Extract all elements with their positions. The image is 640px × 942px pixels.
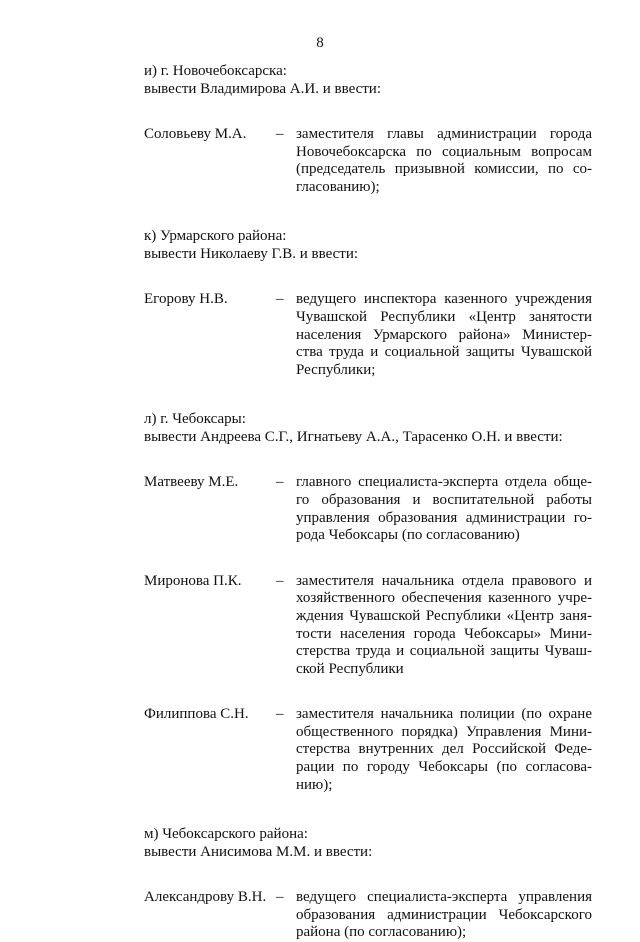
entry-dash: – (276, 474, 284, 491)
position-line: Новочебоксарска по социальным вопросам (296, 143, 592, 160)
entry-dash: – (276, 291, 284, 308)
appointee-entry (144, 706, 592, 794)
position-line: населения Урмарского района» Министер- (296, 326, 592, 343)
section-instruction: вывести Андреева С.Г., Игнатьеву А.А., Тарасенко О.Н. и ввести: (144, 429, 563, 446)
section-heading-k (144, 227, 592, 263)
position-line: стерства труда и социальной защиты Чуваш- (296, 643, 592, 660)
position-line: Чувашской Республики «Центр занятости (296, 308, 592, 325)
position-line: гласованию); (296, 178, 380, 195)
position-line: района (по согласованию); (296, 924, 467, 941)
position-line: стерства внутренних дел Российской Феде- (296, 741, 592, 758)
entry-dash: – (276, 889, 284, 906)
appointee-entry (144, 889, 592, 942)
appointee-name: Матвееву М.Е. (144, 474, 239, 491)
position-line: заместителя главы администрации города (296, 126, 592, 142)
page-number: 8 (316, 35, 324, 51)
appointee-position (296, 291, 592, 379)
section-heading-m (144, 825, 592, 861)
appointee-position (296, 126, 592, 196)
appointee-name: Александрову В.Н. (144, 889, 267, 906)
position-line: образования администрации Чебоксарского (296, 906, 592, 923)
document-body (144, 62, 592, 942)
entry-dash: – (276, 706, 284, 723)
position-line: нию); (296, 776, 333, 793)
position-line: ждения Чувашской Республики «Центр заня- (296, 607, 592, 624)
appointee-entry (144, 474, 592, 544)
position-line: общественного порядка) Управления Мини- (296, 723, 592, 740)
appointee-name: Филиппова С.Н. (144, 706, 249, 723)
appointee-name: Миронова П.К. (144, 572, 242, 589)
appointee-position (296, 889, 592, 942)
position-line: Республики; (296, 361, 376, 378)
appointee-entry (144, 573, 592, 679)
appointee-position (296, 474, 592, 544)
section-title: и) г. Новочебоксарска: (144, 63, 287, 79)
appointee-entry (144, 291, 592, 379)
section-title: м) Чебоксарского района: (144, 826, 308, 843)
position-line: (председатель призывной комиссии, по со- (296, 161, 592, 178)
position-line: го образования и воспитательной работы (296, 491, 592, 508)
section-heading-l (144, 410, 592, 446)
appointee-name: Егорову Н.В. (144, 291, 228, 308)
appointee-entry (144, 126, 592, 196)
position-line: хозяйственного обеспечения казенного учре- (296, 590, 592, 607)
position-line: рода Чебоксары (по согласованию) (296, 527, 520, 544)
section-instruction: вывести Анисимова М.М. и ввести: (144, 844, 373, 861)
section-title: л) г. Чебоксары: (144, 411, 246, 428)
position-line: ства труда и социальной защиты Чувашской (296, 344, 592, 361)
position-line: ведущего специалиста-эксперта управления (296, 889, 592, 906)
position-line: рации по городу Чебоксары (по согласова- (296, 759, 592, 776)
section-instruction: вывести Николаеву Г.В. и ввести: (144, 246, 359, 263)
position-line: заместителя начальника отдела правового и (296, 572, 592, 589)
section-instruction: вывести Владимирова А.И. и ввести: (144, 81, 382, 97)
position-line: управления образования администрации го- (296, 509, 592, 526)
appointee-name: Соловьеву М.А. (144, 126, 247, 142)
appointee-position (296, 573, 592, 679)
entry-dash: – (276, 126, 284, 142)
appointee-position (296, 706, 592, 794)
position-line: заместителя начальника полиции (по охране (296, 706, 592, 723)
position-line: ведущего инспектора казенного учреждения (296, 291, 592, 308)
position-line: тости населения города Чебоксары» Мини- (296, 625, 592, 642)
position-line: ской Республики (296, 660, 404, 677)
position-line: главного специалиста-эксперта отдела обще- (296, 474, 592, 491)
section-title: к) Урмарского района: (144, 228, 287, 245)
section-heading-i (144, 62, 592, 98)
entry-dash: – (276, 572, 284, 589)
